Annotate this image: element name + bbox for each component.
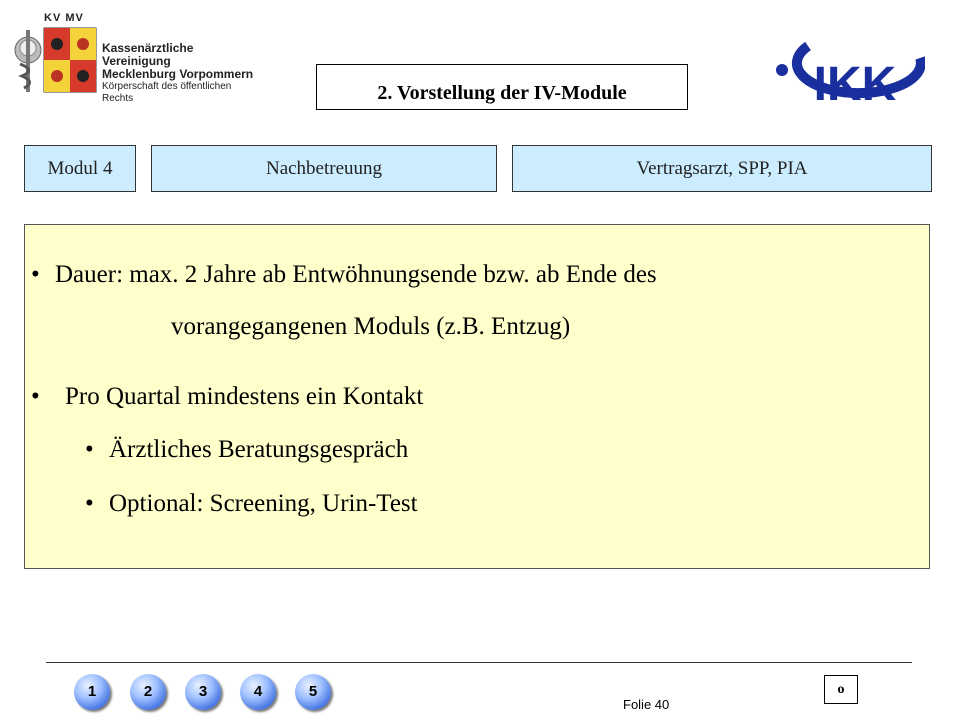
ikk-logo-text: IKK [813, 58, 897, 104]
nav-button-5[interactable]: 5 [295, 674, 331, 710]
kv-mv-logo [14, 12, 264, 104]
bullet-item-duration [31, 261, 657, 289]
nav-button-1[interactable]: 1 [74, 674, 110, 710]
bullet-text: Optional: Screening, Urin-Test [109, 490, 418, 517]
kv-name-line2: Mecklenburg Vorpommern [102, 67, 254, 81]
nav-button-2[interactable]: 2 [130, 674, 166, 710]
bullet-item-contact [31, 383, 423, 411]
bullet-text: Pro Quartal mindestens ein Kontakt [65, 383, 424, 410]
sub-bullet-optional [85, 490, 418, 518]
bullet-icon: • [85, 490, 94, 517]
nav-button-3[interactable]: 3 [185, 674, 221, 710]
bullet-icon: • [31, 383, 40, 410]
kv-emblem-icon [14, 24, 102, 96]
nav-button-4[interactable]: 4 [240, 674, 276, 710]
module-number-box: Modul 4 [24, 145, 136, 192]
content-box [24, 224, 930, 569]
o-button[interactable]: o [824, 675, 858, 704]
slide-title: 2. Vorstellung der IV-Module [316, 64, 688, 110]
bullet-icon: • [31, 261, 40, 288]
kv-mv-label: KV MV [44, 12, 84, 24]
footer-divider [46, 662, 912, 663]
bullet-text: Ärztliches Beratungsgespräch [109, 436, 409, 463]
slide-number: Folie 40 [623, 697, 670, 712]
ikk-logo-icon [760, 36, 925, 104]
module-name-box: Nachbetreuung [151, 145, 497, 192]
module-providers-box: Vertragsarzt, SPP, PIA [512, 145, 932, 192]
sub-bullet-consultation [85, 436, 408, 464]
kv-name-line1: Kassenärztliche Vereinigung [102, 41, 194, 68]
bullet-item-duration-continuation: vorangegangenen Moduls (z.B. Entzug) [171, 313, 571, 340]
bullet-text: Dauer: max. 2 Jahre ab Entwöhnungsende bzw. ab Ende des [55, 261, 657, 288]
kv-name-line3: Körperschaft des öffentlichen Rechts [102, 81, 232, 104]
kv-text-block [102, 42, 264, 105]
bullet-icon: • [85, 436, 94, 463]
